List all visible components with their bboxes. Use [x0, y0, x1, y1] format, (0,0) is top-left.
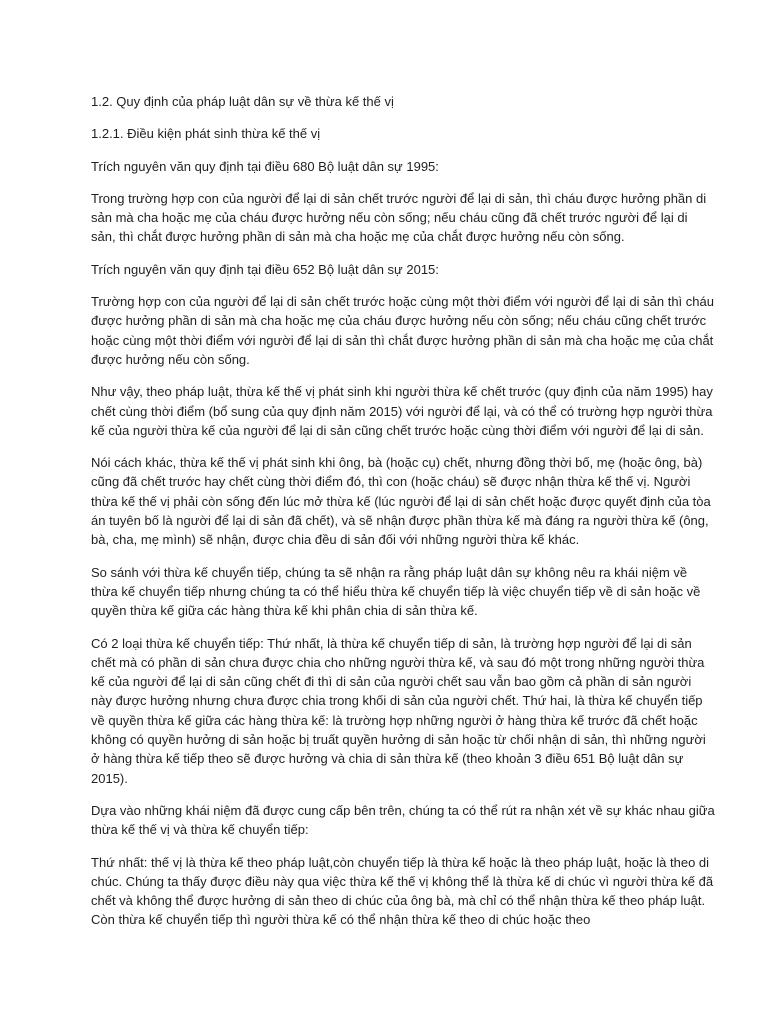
paragraph: Trích nguyên văn quy định tại điều 680 Bộ luật dân sự 1995: — [91, 158, 439, 174]
paragraph: Như vậy, theo pháp luật, thừa kế thế vị phát sinh khi người thừa kế chết trước (quy định của năm 1995) hay chết cùng thời điểm (bổ sung của quy định năm 2015) với người để lại, và có thể có trường hợp người thừa kế của người thừa kế của người để lại di sản cũng chết trước hoặc cùng thời điểm với người để lại di sản. — [91, 384, 713, 438]
paragraph: Dựa vào những khái niệm đã được cung cấp bên trên, chúng ta có thể rút ra nhận xét về sự khác nhau giữa thừa kế thế vị và thừa kế chuyển tiếp: — [91, 802, 715, 838]
subsection-heading: 1.2.1. Điều kiện phát sinh thừa kế thế vị — [91, 126, 321, 142]
paragraph: Trong trường hợp con của người để lại di sản chết trước người để lại di sản, thì cháu được hưởng phần di sản mà cha hoặc mẹ của cháu được hưởng nếu còn sống; nếu cháu cũng đã chết trước người để lại di sản, thì chắt được hưởng phần di sản mà cha hoặc mẹ của chắt được hưởng nếu còn sống. — [91, 190, 707, 245]
paragraph: Trường hợp con của người để lại di sản chết trước hoặc cùng một thời điểm với người để lại di sản thì cháu được hưởng phần di sản mà cha hoặc mẹ của cháu được hưởng nếu còn sống; nếu cháu cũng chết trước hoặc cùng một thời điểm với người để lại di sản thì chắt được hưởng phần di sản mà cha hoặc mẹ của chắt được hưởng nếu còn sống. — [91, 294, 714, 367]
document-page — [91, 92, 715, 943]
section-heading: 1.2. Quy định của pháp luật dân sự về thừa kế thế vị — [91, 94, 394, 109]
paragraph: Nói cách khác, thừa kế thế vị phát sinh khi ông, bà (hoặc cụ) chết, nhưng đồng thời bố, mẹ (hoặc ông, bà) cũng đã chết trước hay chết cùng thời điểm đó, thì con (hoặc cháu) sẽ được nhận thừa kế thế vị. Người thừa kế thế vị phải còn sống đến lúc mở thừa kế (lúc người để lại di sản chết hoặc được quyết định của tòa án tuyên bố là người để lại di sản đã chết), và sẽ nhận được phần thừa kế mà đáng ra người thừa kế (ông, bà, cha, mẹ mình) sẽ nhận, được chia đều di sản đối với những người thừa kế khác. — [91, 455, 711, 548]
paragraph: Có 2 loại thừa kế chuyển tiếp: Thứ nhất, là thừa kế chuyển tiếp di sản, là trường hợp người để lại di sản chết mà có phần di sản chưa được chia cho những người thừa kế, và sau đó một trong những người thừa kế của người để lại di sản cũng chết đi thì di sản của người chết sau vẫn bao gồm cả phần di sản người này được hưởng nhưng chưa được chia trong khối di sản của người chết. Thứ hai, là thừa kế chuyển tiếp về quyền thừa kế giữa các hàng thừa kế: là trường hợp những người ở hàng thừa kế trước đã chết hoặc không có quyền hưởng di sản hoặc bị truất quyền hưởng di sản hoặc từ chối nhận di sản, thì những người ở hàng thừa kế tiếp theo sẽ được hưởng và chia di sản thừa kế (theo khoản 3 điều 651 Bộ luật dân sự 2015). — [91, 635, 706, 786]
paragraph: So sánh với thừa kế chuyển tiếp, chúng ta sẽ nhận ra rằng pháp luật dân sự không nêu ra khái niệm về thừa kế chuyển tiếp nhưng chúng ta có thể hiểu thừa kế chuyển tiếp là việc chuyển tiếp về di sản hoặc về quyền thừa kế giữa các hàng thừa kế khi phân chia di sản thừa kế. — [91, 564, 701, 619]
paragraph: Trích nguyên văn quy định tại điều 652 Bộ luật dân sự 2015: — [91, 261, 439, 277]
paragraph: Thứ nhất: thế vị là thừa kế theo pháp luật,còn chuyển tiếp là thừa kế hoặc là theo pháp luật, hoặc là theo di chúc. Chúng ta thấy được điều này qua việc thừa kế thế vị không thể là thừa kế di chúc vì người thừa kế đã chết và không thể được hưởng di sản theo di chúc của ông bà, mà chỉ có thể nhận thừa kế theo pháp luật. Còn thừa kế chuyển tiếp thì người thừa kế có thể nhận thừa kế theo di chúc hoặc theo — [91, 854, 714, 928]
